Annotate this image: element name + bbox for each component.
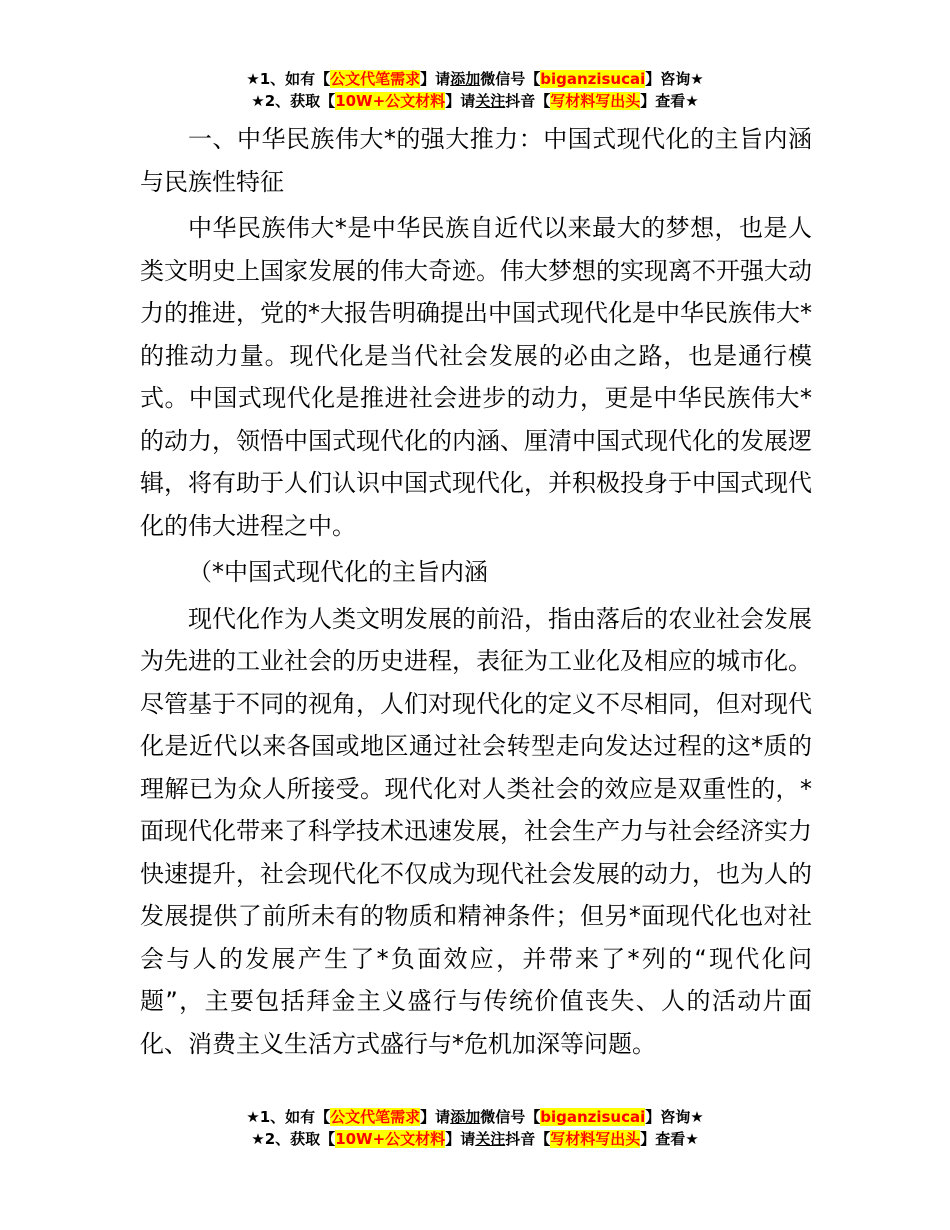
promo-text: ★1、如有【 [246, 70, 331, 88]
promo-text: 】查看★ [640, 1130, 699, 1148]
subsection-heading: （*中国式现代化的主旨内涵 [188, 558, 488, 586]
promo-highlight: biganzisucai [540, 70, 646, 88]
top-promo-banner [0, 68, 950, 112]
body-paragraph: 现代化作为人类文明发展的前沿，指由落后的农业社会发展为先进的工业社会的历史进程，表征为工业化及相应的城市化。尽管基于不同的视角，人们对现代化的定义不尽相同，但对现代化是近代以来各国或地区通过社会转型走向发达过程的这*质的理解已为众人所接受。现代化对人类社会的效应是双重性的，*面现代化带来了科学技术迅速发展，社会生产力与社会经济实力快速提升，社会现代化不仅成为现代社会发展的动力，也为人的发展提供了前所未有的物质和精神条件；但另*面现代化也对社会与人的发展产生了*负面效应，并带来了*列的“现代化问题”，主要包括拜金主义盛行与传统价值丧失、人的活动片面化、消费主义生活方式盛行与*危机加深等问题。 [140, 604, 812, 1058]
promo-text: 微信号【 [480, 1108, 541, 1126]
promo-highlight: 公文代笔需求 [330, 1108, 421, 1126]
promo-text: 】查看★ [640, 92, 699, 110]
promo-text: ★1、如有【 [246, 1108, 331, 1126]
promo-text: 微信号【 [480, 70, 541, 88]
promo-text: 抖音【 [505, 1130, 551, 1148]
promo-line-2 [0, 1128, 950, 1150]
bottom-promo-banner [0, 1106, 950, 1150]
promo-text: 】请 [420, 1108, 451, 1126]
promo-line-1 [0, 68, 950, 90]
promo-highlight: biganzisucai [540, 1108, 646, 1126]
promo-text: ★2、获取【 [251, 1130, 336, 1148]
promo-emphasis: 添加 [450, 70, 481, 88]
promo-emphasis: 添加 [450, 1108, 481, 1126]
promo-text: 】请 [445, 1130, 476, 1148]
promo-emphasis: 关注 [475, 92, 506, 110]
promo-text: 】请 [445, 92, 476, 110]
promo-text: ★2、获取【 [251, 92, 336, 110]
promo-text: 】请 [420, 70, 451, 88]
promo-highlight: 写材料写出头 [550, 92, 641, 110]
promo-highlight: 10W+公文材料 [335, 1130, 446, 1148]
promo-highlight: 10W+公文材料 [335, 92, 446, 110]
document-body [140, 118, 812, 1065]
promo-text: 】咨询★ [645, 70, 704, 88]
section-heading: 一、中华民族伟大*的强大推力：中国式现代化的主旨内涵与民族性特征 [140, 125, 812, 196]
promo-line-1 [0, 1106, 950, 1128]
body-paragraph: 中华民族伟大*是中华民族自近代以来最大的梦想，也是人类文明史上国家发展的伟大奇迹。伟大梦想的实现离不开强大动力的推进，党的*大报告明确提出中国式现代化是中华民族伟大*的推动力量。现代化是当代社会发展的必由之路，也是通行模式。中国式现代化是推进社会进步的动力，更是中华民族伟大*的动力，领悟中国式现代化的内涵、厘清中国式现代化的发展逻辑，将有助于人们认识中国式现代化，并积极投身于中国式现代化的伟大进程之中。 [140, 214, 812, 540]
promo-highlight: 写材料写出头 [550, 1130, 641, 1148]
promo-text: 抖音【 [505, 92, 551, 110]
promo-emphasis: 关注 [475, 1130, 506, 1148]
promo-highlight: 公文代笔需求 [330, 70, 421, 88]
promo-line-2 [0, 90, 950, 112]
promo-text: 】咨询★ [645, 1108, 704, 1126]
